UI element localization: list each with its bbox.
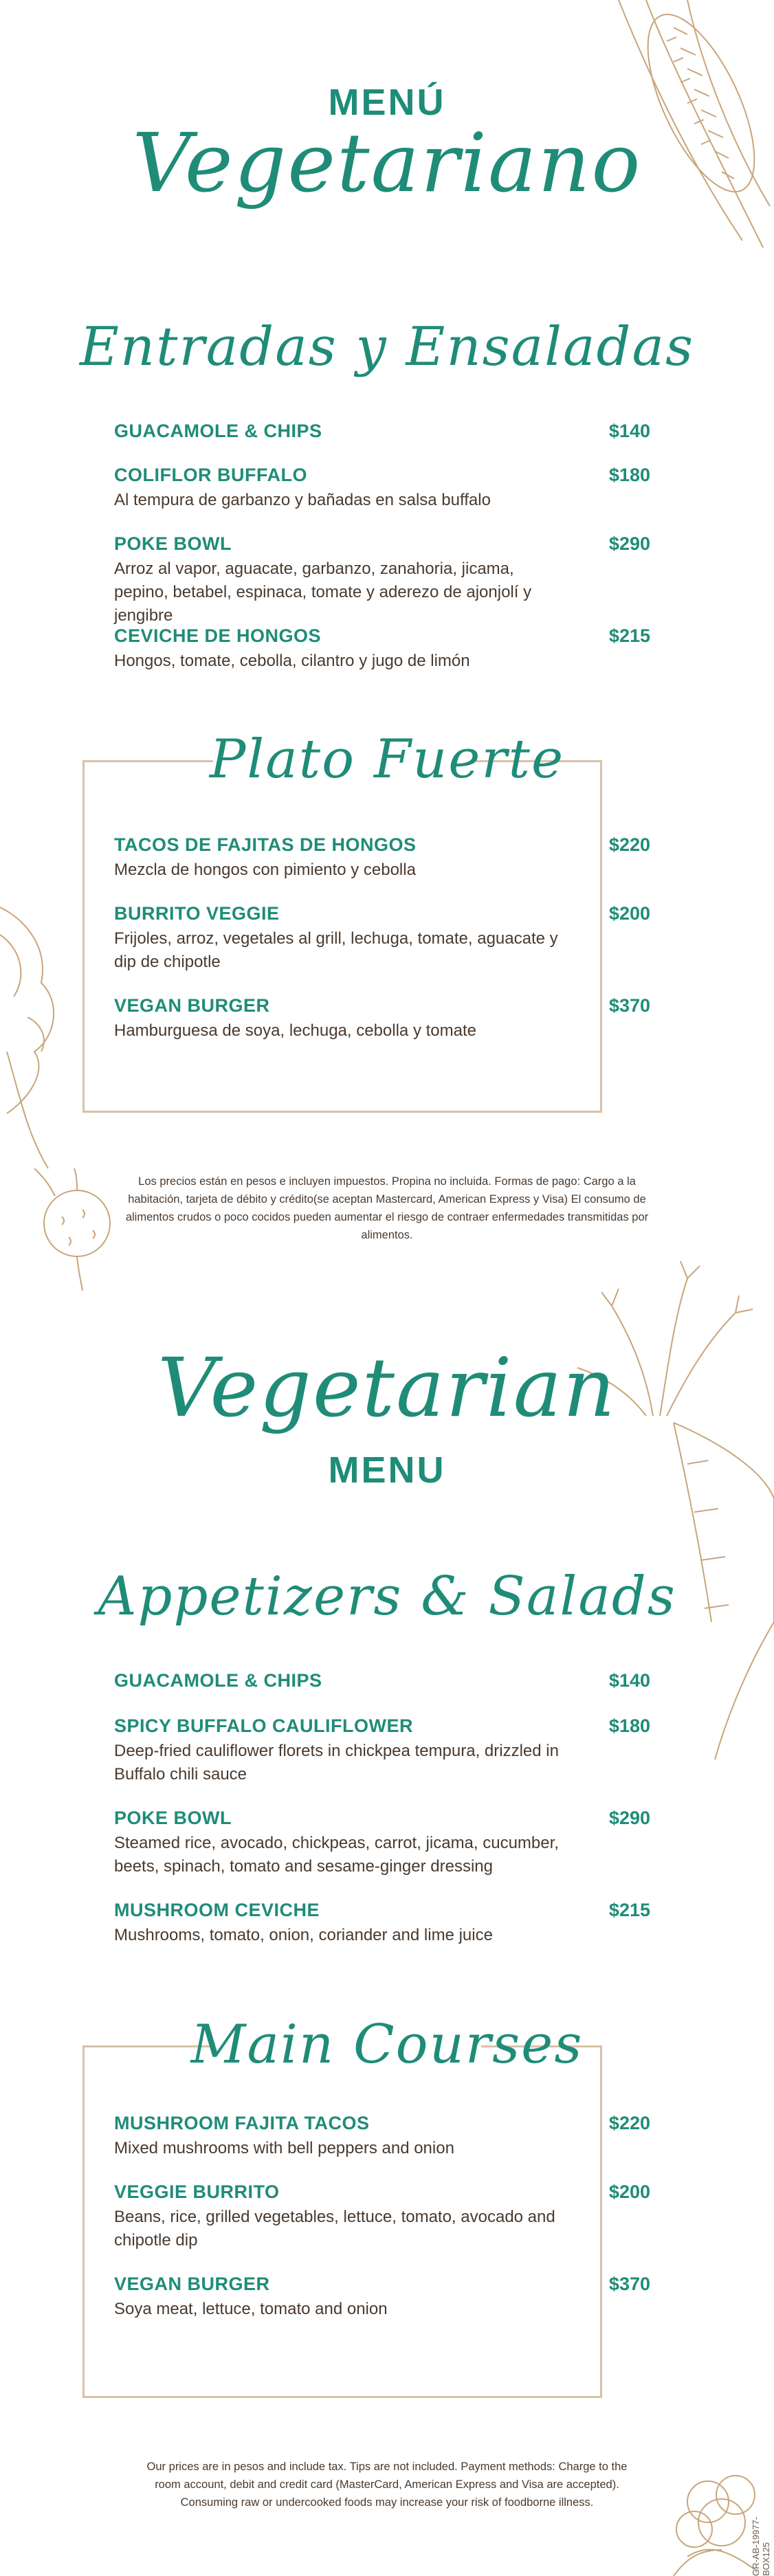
menu-item (114, 903, 650, 974)
item-description: Al tempura de garbanzo y bañadas en salsa buffalo (114, 491, 491, 509)
item-name: VEGGIE BURRITO (114, 2181, 280, 2202)
item-description: Soya meat, lettuce, tomato and onion (114, 2300, 388, 2318)
item-description: Deep-fried cauliflower florets in chickpea tempura, drizzled in Buffalo chili sauce (114, 1742, 559, 1784)
item-price: $180 (608, 465, 650, 485)
item-name: GUACAMOLE & CHIPS (114, 1670, 322, 1691)
item-price: $370 (608, 2274, 650, 2294)
item-name: VEGAN BURGER (114, 2274, 270, 2294)
item-name: BURRITO VEGGIE (114, 903, 280, 924)
section-heading-entradas: Entradas y Ensaladas (79, 316, 695, 378)
item-price: $140 (608, 1670, 650, 1691)
menu-item (114, 834, 650, 882)
item-price: $140 (608, 421, 650, 441)
item-price: $370 (608, 995, 650, 1016)
item-description: Mushrooms, tomato, onion, coriander and lime juice (114, 1926, 493, 1944)
item-description: Mixed mushrooms with bell peppers and onion (114, 2139, 454, 2157)
item-name: POKE BOWL (114, 1808, 232, 1828)
item-name: MUSHROOM CEVICHE (114, 1900, 320, 1920)
item-description: Beans, rice, grilled vegetables, lettuce, tomato, avocado and chipotle dip (114, 2208, 555, 2250)
ginger-illustration (0, 893, 76, 1182)
footnote-en: Our prices are in pesos and include tax. Tips are not included. Payment methods: Charge to the room account, debit and credit card (MasterCard, American Express and Visa are accepted). Consuming raw or undercooked foods may increase your risk of foodborne illness. (146, 2461, 628, 2509)
menu-item (114, 2181, 650, 2252)
item-price: $290 (608, 1808, 650, 1828)
menu-item (114, 533, 650, 628)
item-name: MUSHROOM FAJITA TACOS (114, 2113, 370, 2133)
item-price: $220 (608, 2113, 650, 2133)
item-price: $200 (608, 2181, 650, 2202)
item-price: $200 (608, 903, 650, 924)
menu-item (114, 1716, 650, 1786)
radish-illustration (27, 1168, 137, 1292)
menu-title-es: MENÚ (328, 82, 446, 123)
menu-script-title-es: Vegetariano (132, 115, 642, 210)
menu-item (114, 465, 650, 512)
item-description: Steamed rice, avocado, chickpeas, carrot, jicama, cucumber, beets, spinach, tomato and sesame-ginger dressing (114, 1834, 559, 1876)
item-description: Hongos, tomate, cebolla, cilantro y jugo de limón (114, 652, 470, 670)
menu-item (114, 1808, 650, 1878)
item-price: $290 (608, 533, 650, 554)
item-name: POKE BOWL (114, 533, 232, 554)
item-name: SPICY BUFFALO CAULIFLOWER (114, 1716, 413, 1736)
menu-item (114, 625, 650, 673)
menu-script-title-en: Vegetarian (157, 1340, 617, 1435)
item-description: Frijoles, arroz, vegetales al grill, lechuga, tomate, aguacate y dip de chipotle (114, 929, 558, 971)
item-price: $220 (608, 834, 650, 855)
item-description: Arroz al vapor, aguacate, garbanzo, zanahoria, jicama, pepino, betabel, espinaca, tomate y aderezo de ajonjolí y jengibre (114, 559, 532, 625)
item-name: GUACAMOLE & CHIPS (114, 421, 322, 441)
item-price: $215 (608, 625, 650, 646)
item-name: CEVICHE DE HONGOS (114, 625, 322, 646)
section-heading-main-courses: Main Courses (190, 2014, 584, 2076)
menu-title-en: MENU (328, 1450, 446, 1491)
menu-item (114, 995, 650, 1043)
menu-item (114, 1670, 650, 1691)
menu-item (114, 2274, 650, 2321)
item-price: $215 (608, 1900, 650, 1920)
item-name: COLIFLOR BUFFALO (114, 465, 307, 485)
item-name: TACOS DE FAJITAS DE HONGOS (114, 834, 417, 855)
section-heading-appetizers: Appetizers & Salads (98, 1566, 676, 1628)
menu-item (114, 2113, 650, 2160)
item-description: Hamburguesa de soya, lechuga, cebolla y tomate (114, 1021, 476, 1040)
item-description: Mezcla de hongos con pimiento y cebolla (114, 860, 416, 879)
section-heading-plato-fuerte: Plato Fuerte (209, 729, 565, 790)
menu-item (114, 1900, 650, 1947)
item-name: VEGAN BURGER (114, 995, 270, 1016)
item-price: $180 (608, 1716, 650, 1736)
footnote-es: Los precios están en pesos e incluyen impuestos. Propina no incluida. Formas de pago: Cargo a la habitación, tarjeta de débito y crédito(se aceptan Mastercard, American Express y Visa) El consumo de alimentos crudos o poco cocidos pueden aumentar el riesgo de contraer enfermedades transmitidas por alimentos. (125, 1175, 649, 1241)
menu-item (114, 421, 650, 442)
document-code: GR-AB-19977-BOX125 (751, 2517, 771, 2576)
